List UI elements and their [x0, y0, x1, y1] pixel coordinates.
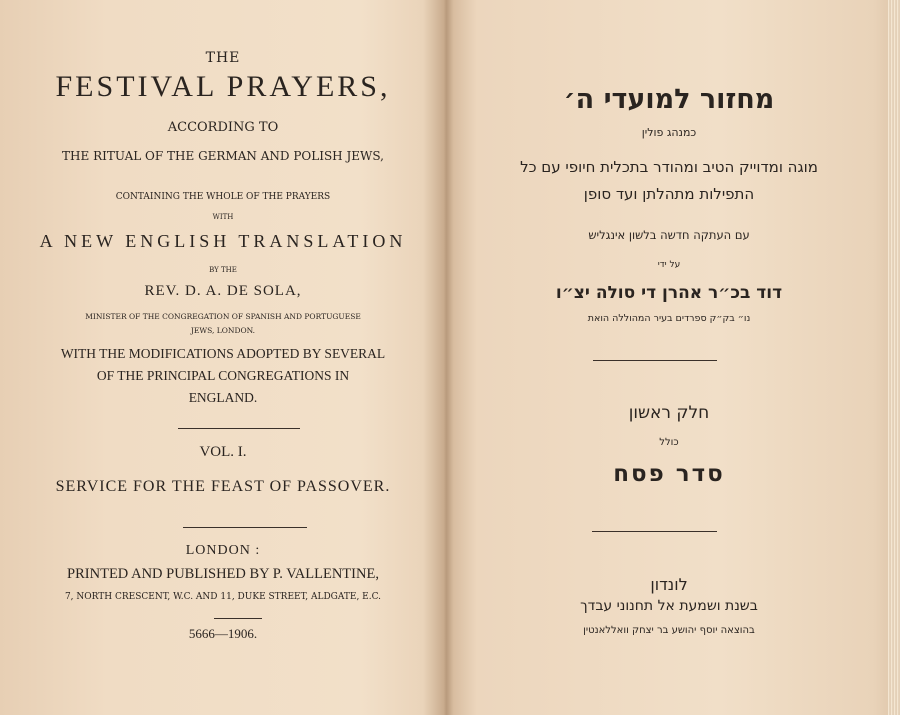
divider-rule	[183, 527, 307, 528]
page-fore-edge	[888, 0, 900, 715]
hebrew-publisher: בהוצאה יוסף יהושע בר יצחק וואללאנטין	[583, 625, 755, 636]
the-label: THE	[205, 50, 241, 66]
right-hebrew-title-page	[450, 0, 888, 715]
by-the-label: BY THE	[209, 266, 237, 274]
divider-rule	[593, 360, 717, 361]
modifications-line-3: ENGLAND.	[188, 390, 258, 405]
hebrew-part: חלק ראשון	[628, 403, 710, 423]
hebrew-order-title: סדר פסח	[613, 461, 725, 487]
london-label: LONDON :	[185, 543, 261, 558]
modifications-line-1: WITH THE MODIFICATIONS ADOPTED BY SEVERAL	[60, 346, 386, 361]
ritual-line: THE RITUAL OF THE GERMAN AND POLISH JEWS,	[62, 149, 384, 163]
divider-rule	[178, 428, 300, 429]
hebrew-description-1: מוגה ומדוייק הטיב ומהודר בתכלית חיופי עם כל	[520, 158, 818, 176]
publisher-line: PRINTED AND PUBLISHED BY P. VALLENTINE,	[67, 566, 379, 582]
volume-label: VOL. I.	[199, 444, 247, 460]
service-title: SERVICE FOR THE FEAST OF PASSOVER.	[55, 478, 391, 495]
address-line: 7, NORTH CRESCENT, W.C. AND 11, DUKE STREET, ALDGATE, E.C.	[64, 592, 382, 602]
hebrew-description-2: התפילות מתהלתן ועד סופן	[583, 185, 755, 203]
hebrew-by-label: על ידי	[657, 260, 681, 270]
hebrew-author-note: נו״ בק״ק ספרדים בעיר המהוללה הואת	[587, 313, 751, 324]
author-name: REV. D. A. DE SOLA,	[144, 283, 302, 299]
according-to: ACCORDING TO	[167, 120, 279, 135]
divider-rule	[592, 531, 717, 532]
left-title-page	[0, 0, 446, 715]
with-label: WITH	[212, 213, 234, 221]
containing-line: CONTAINING THE WHOLE OF THE PRAYERS	[115, 192, 331, 202]
hebrew-author: דוד בכ״ר אהרן די סולה יצ״ו	[555, 283, 783, 303]
translation-line: A NEW ENGLISH TRANSLATION	[39, 231, 407, 251]
minister-line-2: JEWS, LONDON.	[190, 326, 256, 335]
divider-rule	[214, 618, 262, 619]
hebrew-year-line: בשנת ושמעת אל תחנוני עבדך	[580, 598, 758, 614]
book-title: FESTIVAL PRAYERS,	[55, 70, 391, 103]
hebrew-london: לונדון	[650, 575, 688, 594]
modifications-line-2: OF THE PRINCIPAL CONGREGATIONS IN	[96, 368, 350, 383]
publication-year: 5666—1906.	[188, 626, 258, 641]
hebrew-title: מחזור למועדי ה׳	[563, 84, 775, 115]
hebrew-includes: כולל	[659, 437, 679, 448]
hebrew-translation-line: עם העתקה חדשה בלשון אינגליש	[588, 228, 750, 242]
minister-line-1: MINISTER OF THE CONGREGATION OF SPANISH AND PORTUGUESE	[85, 312, 361, 321]
hebrew-minhag: כמנהג פולין	[641, 126, 697, 139]
